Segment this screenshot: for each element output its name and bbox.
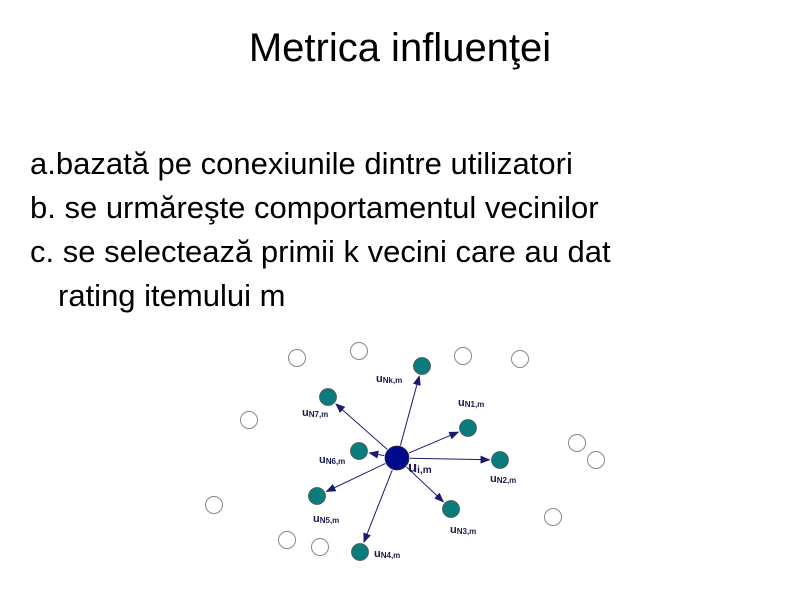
bullet-item-c: c. se selectează primii k vecini care au dat [30, 234, 611, 269]
center-user-node [385, 446, 409, 470]
neighbor-label-5: uN4,m [374, 548, 401, 560]
neighbor-node-5 [352, 544, 369, 561]
other-user-node-1 [289, 350, 306, 367]
other-user-node-4 [512, 351, 529, 368]
influence-arrow-6 [326, 464, 385, 492]
neighbor-label-7: uN6,m [319, 454, 346, 466]
influence-arrow-2 [409, 432, 458, 453]
neighbor-node-3 [492, 452, 509, 469]
other-user-node-8 [206, 497, 223, 514]
neighbor-node-4 [443, 501, 460, 518]
neighbor-label-3: uN2,m [490, 473, 517, 485]
slide-title: Metrica influenţei [248, 26, 552, 70]
other-user-node-5 [241, 412, 258, 429]
neighbor-node-2 [460, 420, 477, 437]
neighbor-node-6 [309, 488, 326, 505]
neighbor-label-2: uN1,m [458, 397, 485, 409]
neighbor-label-1: uNk,m [376, 373, 403, 385]
neighbor-label-8: uN7,m [302, 407, 329, 419]
neighbor-node-1 [414, 358, 431, 375]
influence-arrow-7 [369, 453, 384, 456]
other-user-node-6 [569, 435, 586, 452]
other-user-node-10 [279, 532, 296, 549]
other-user-node-9 [545, 509, 562, 526]
bullet-item-a: a.bazată pe conexiunile dintre utilizatori [30, 146, 573, 181]
influence-arrow-3 [410, 458, 490, 460]
bullet-item-b: b. se urmăreşte comportamentul vecinilor [30, 190, 599, 225]
center-user-label: ui,m [408, 459, 432, 476]
influence-arrow-1 [400, 376, 419, 445]
other-user-node-3 [455, 348, 472, 365]
neighbor-label-4: uN3,m [450, 524, 477, 536]
other-user-node-7 [588, 452, 605, 469]
influence-arrow-5 [364, 470, 392, 542]
neighbor-label-6: uN5,m [313, 513, 340, 525]
bullet-item-c-continued: rating itemului m [58, 278, 286, 313]
neighbor-node-7 [351, 443, 368, 460]
neighbor-node-8 [320, 389, 337, 406]
other-user-node-2 [351, 343, 368, 360]
other-user-node-11 [312, 539, 329, 556]
